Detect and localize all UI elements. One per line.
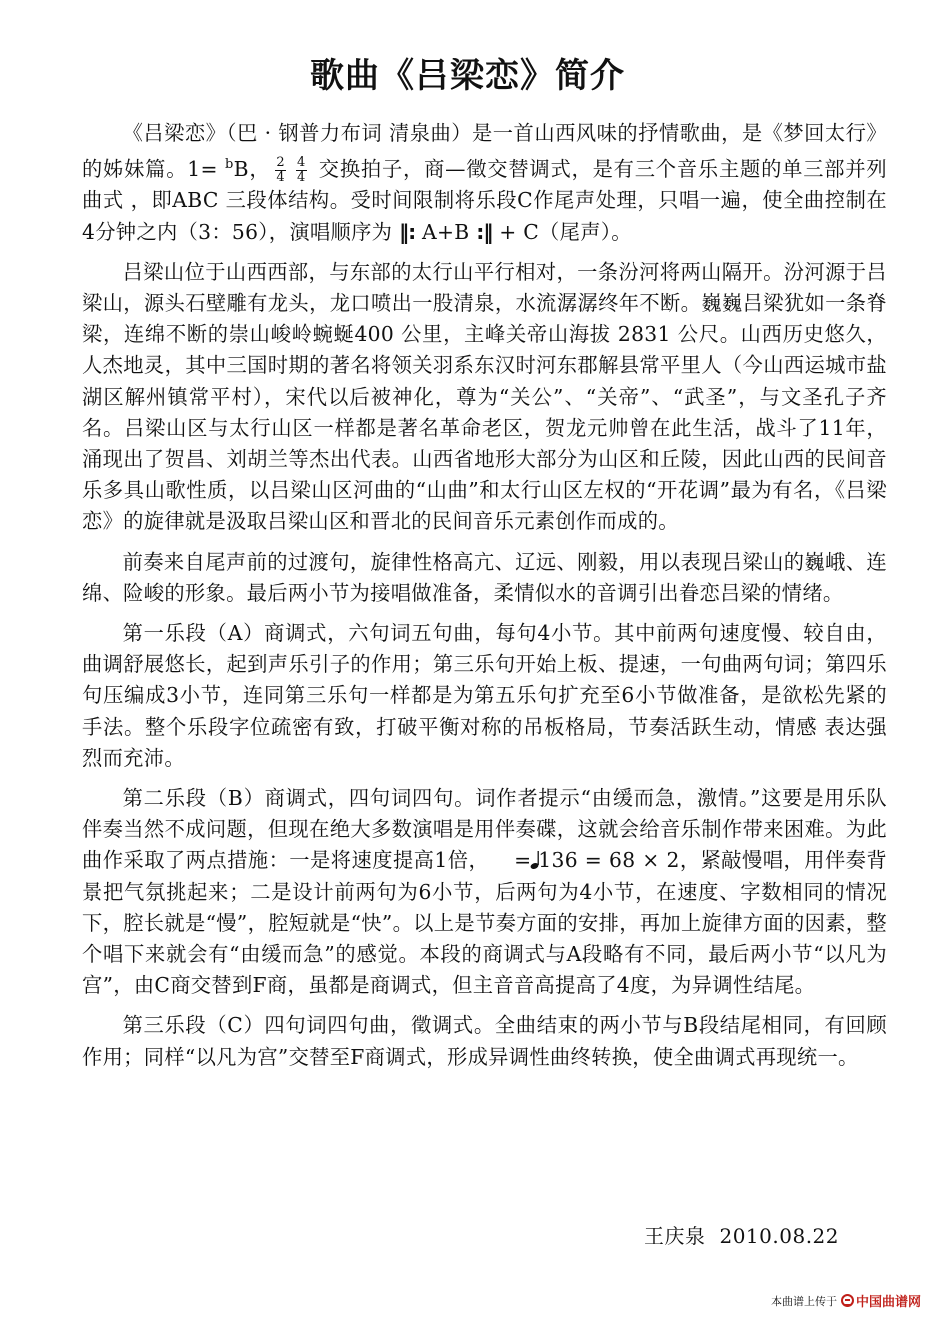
- quarter-note-icon: [489, 845, 507, 876]
- paragraph-prelude: 前奏来自尾声前的过渡句，旋律性格高亢、辽远、刚毅，用以表现吕梁山的巍峨、连绵、险峻的形象。最后两小节为接唱做准备，柔情似水的音调引出眷恋吕梁的情绪。: [82, 549, 887, 605]
- intro-text: 《吕梁恋》（巴 · 钢普力布词 清泉曲）是一首山西风味的抒情歌曲，是《梦回太行》的姊妹篇。1=: [82, 121, 887, 182]
- signature-date: 2010.08.22: [719, 1224, 839, 1248]
- author-name: 王庆泉: [643, 1224, 706, 1248]
- flat-sign: b: [225, 157, 234, 173]
- logo-icon: [841, 1294, 854, 1307]
- section-b-text: 第二乐段（B）商调式，四句词四句。词作者提示“由缓而急，激情。”这要是用乐队伴奏当然不成问题，但现在绝大多数演唱是用伴奏碟，这就会给音乐制作带来困难。为此曲作采取了两点措施：一是将速度提高1倍，: [82, 786, 887, 873]
- paragraph-section-c: 第三乐段（C）四句词四句曲，徵调式。全曲结束的两小节与B段结尾相同，有回顾作用；同样“以凡为宫”交替至F商调式，形成异调性曲终转换，使全曲调式再现统一。: [82, 1013, 887, 1069]
- time-signature-4-4: $\frac{4}{4}$: [297, 155, 306, 186]
- intro-text-2: 交换拍子，商—徵交替调式，是有三个音乐主题的单三部并列曲式 ，即ABC 三段体结构。受时间限制将乐段C作尾声处理，只唱一遍，使全曲控制在4分钟之内（3：56），演唱顺序为: [82, 157, 887, 244]
- logo-text: 中国曲谱网: [855, 1295, 921, 1310]
- order-c: + C（尾声）。: [492, 219, 632, 244]
- time-signature-2-4: $\frac{2}{4}$: [276, 155, 285, 186]
- section-b-text-2: = 136 = 68 × 2，紧敲慢唱，用伴奏背景把气氛挑起来；二是设计前两句为6小节，后两句为4小节，在速度、字数相同的情况下，腔长就是“慢”，腔短就是“快”。以上是节奏方面的安排，再加上旋律方面的因素，整个唱下来就会有“由缓而急”的感觉。本段的商调式与A段略有不同，最后两小节“以凡为宫”，由C商交替到F商，虽都是商调式，但主音音高提高了4度，为异调性结尾。: [82, 848, 887, 998]
- order-ab: A+B: [415, 219, 477, 244]
- repeat-close-icon: :‖: [476, 219, 493, 244]
- footer-watermark: [771, 1291, 921, 1310]
- paragraph-intro: [82, 118, 887, 248]
- repeat-open-icon: ‖:: [398, 219, 416, 244]
- article-body: [82, 118, 887, 1073]
- paragraph-section-b: [82, 783, 887, 1001]
- site-logo[interactable]: [841, 1291, 921, 1310]
- page-title: 歌曲《吕梁恋》简介: [310, 56, 625, 96]
- paragraph-lvliang-mountain: 吕梁山位于山西西部，与东部的太行山平行相对，一条汾河将两山隔开。汾河源于吕梁山，源头石壁雕有龙头，龙口喷出一股清泉，水流潺潺终年不断。巍巍吕梁犹如一条脊梁，连绵不断的崇山峻岭蜿蜒400 公里，主峰关帝山海拔 2831 公尺。山西历史悠久，人杰地灵，其中三国时期的著名将领关羽系东汉时河东郡解县常平里人（今山西运城市盐湖区解州镇常平村），宋代以后被神化，尊为“关公”、“关帝”、“武圣”，与文圣孔子齐名。吕梁山区与太行山区一样都是著名革命老区，贺龙元帅曾在此生活，战斗了11年，涌现出了贺昌、刘胡兰等杰出代表。山西省地形大部分为山区和丘陵，因此山西的民间音乐多具山歌性质，以吕梁山区河曲的“山曲”和太行山区左权的“开花调”最为有名，《吕梁恋》的旋律就是汲取吕梁山区和晋北的民间音乐元素创作而成的。: [82, 259, 887, 534]
- footer-text: 本曲谱上传于: [770, 1294, 837, 1308]
- paragraph-section-a: 第一乐段（A）商调式，六句词五句曲，每句4小节。其中前两句速度慢、较自由，曲调舒展悠长，起到声乐引子的作用；第三乐句开始上板、提速，一句曲两句词；第四乐句压编成3小节，连同第三乐句一样都是为第五乐句扩充至6小节做准备，是欲松先紧的手法。整个乐段字位疏密有致，打破平衡对称的吊板格局，节奏活跃生动，情感 表达强烈而充沛。: [82, 621, 887, 770]
- signature: [644, 1220, 839, 1249]
- key-note: B，: [233, 157, 271, 182]
